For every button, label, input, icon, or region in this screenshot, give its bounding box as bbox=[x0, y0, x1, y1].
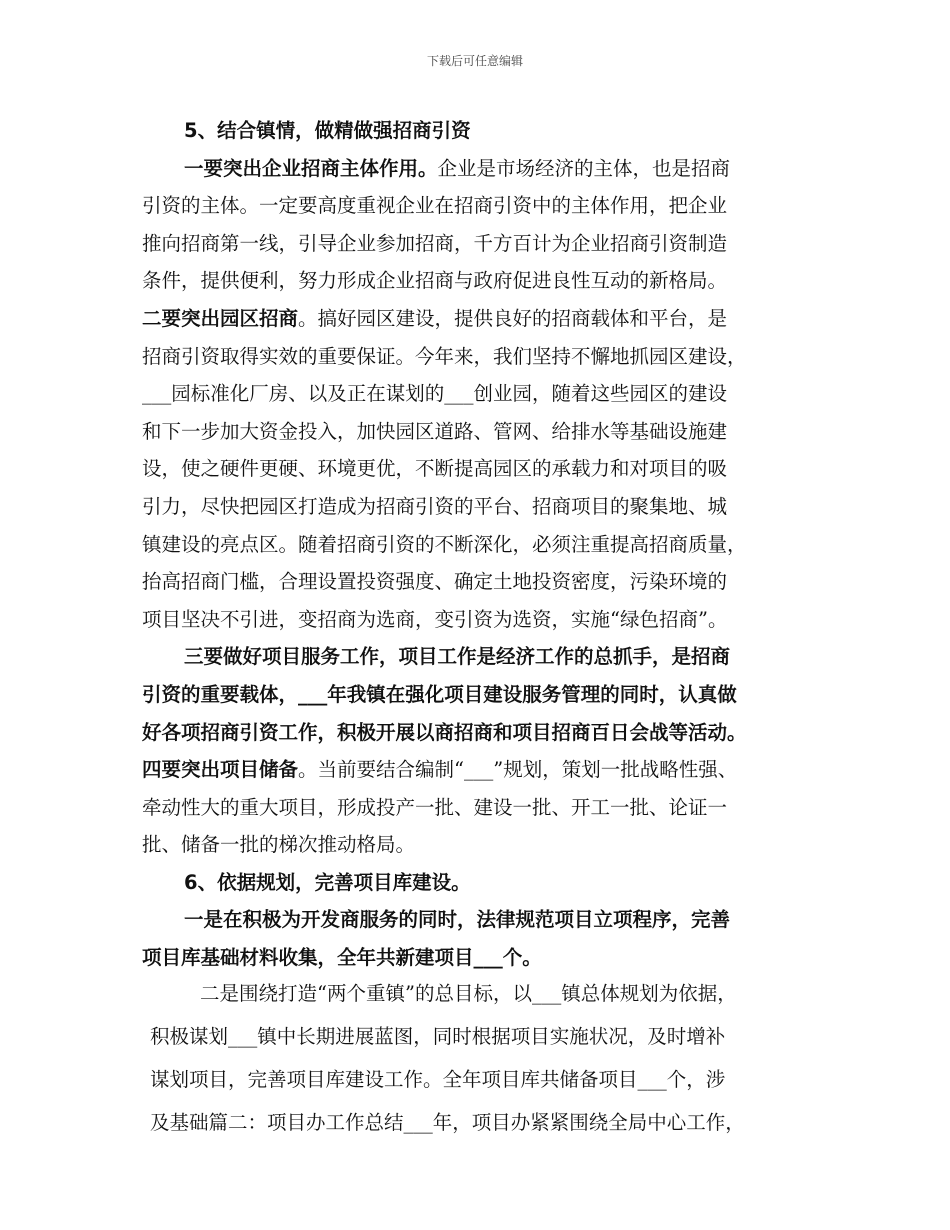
text-line bbox=[142, 638, 832, 676]
text-line bbox=[142, 826, 832, 864]
bold-text: 一是在积极为开发商服务的同时，法律规范项目立项程序，完善 bbox=[184, 908, 731, 932]
body-text: 企业是市场经济的主体，也是招商 bbox=[437, 156, 731, 180]
text-line bbox=[142, 601, 832, 639]
text-line bbox=[142, 714, 832, 752]
text-line bbox=[142, 526, 832, 564]
body-text: 和下一步加大资金投入，加快园区道路、管网、给排水等基础设施建 bbox=[142, 419, 728, 443]
body-text: 批、储备一批的梯次推动格局。 bbox=[142, 833, 416, 857]
text-line bbox=[142, 901, 832, 939]
bold-text: 6、依据规划，完善项目库建设。 bbox=[184, 870, 471, 894]
text-line bbox=[142, 413, 832, 451]
body-text: 。搞好园区建设，提供良好的招商载体和平台，是 bbox=[298, 306, 728, 330]
body-text: 引力，尽快把园区打造成为招商引资的平台、招商项目的聚集地、城 bbox=[142, 494, 728, 518]
text-line: 积极谋划___镇中长期进展蓝图，同时根据项目实施状况，及时增补 bbox=[150, 1025, 726, 1048]
body-text: 镇建设的亮点区。随着招商引资的不断深化，必须注重提高招商质量， bbox=[142, 532, 747, 556]
text-line bbox=[142, 563, 832, 601]
text-line bbox=[142, 300, 832, 338]
text-line: 谋划项目，完善项目库建设工作。全年项目库共储备项目___个，涉 bbox=[150, 1068, 726, 1091]
bold-text: 三要做好项目服务工作，项目工作是经济工作的总抓手，是招商 bbox=[184, 645, 731, 669]
bold-text: 一要突出企业招商主体作用。 bbox=[184, 156, 438, 180]
body-text: 抬高招商门槛，合理设置投资强度、确定土地投资密度，污染环境的 bbox=[142, 570, 728, 594]
body-text: 设，使之硬件更硬、环境更优，不断提高园区的承载力和对项目的吸 bbox=[142, 457, 728, 481]
text-line bbox=[142, 789, 832, 827]
bold-text: 好各项招商引资工作，积极开展以商招商和项目招商百日会战等活动。 bbox=[142, 720, 747, 744]
text-line bbox=[142, 112, 832, 150]
text-line bbox=[142, 488, 832, 526]
document-body bbox=[142, 112, 832, 977]
body-text: 牵动性大的重大项目，形成投产一批、建设一批、开工一批、论证一 bbox=[142, 795, 728, 819]
text-line bbox=[142, 450, 832, 488]
bold-text: 项目库基础材料收集，全年共新建项目___个。 bbox=[142, 946, 542, 970]
body-text: 引资的主体。一定要高度重视企业在招商引资中的主体作用，把企业 bbox=[142, 194, 728, 218]
text-line bbox=[142, 150, 832, 188]
bold-text: 5、结合镇情，做精做强招商引资 bbox=[184, 119, 471, 142]
body-text: ___园标准化厂房、以及正在谋划的___创业园，随着这些园区的建设 bbox=[142, 382, 728, 406]
body-text: 推向招商第一线，引导企业参加招商，千方百计为企业招商引资制造 bbox=[142, 231, 728, 255]
body-text: 项目坚决不引进，变招商为选商，变引资为选资，实施“绿色招商”。 bbox=[142, 607, 728, 631]
text-line bbox=[142, 262, 832, 300]
text-line bbox=[142, 751, 832, 789]
text-line: 及基础篇二：项目办工作总结___年，项目办紧紧围绕全局中心工作， bbox=[150, 1111, 745, 1134]
text-line bbox=[142, 375, 832, 413]
text-line bbox=[142, 338, 832, 376]
body-text: 条件，提供便利，努力形成企业招商与政府促进良性互动的新格局。 bbox=[142, 269, 728, 293]
bold-text: 二要突出园区招商 bbox=[142, 306, 299, 330]
bold-text: 引资的重要载体，___年我镇在强化项目建设服务管理的同时，认真做 bbox=[142, 682, 737, 706]
text-line bbox=[142, 864, 832, 902]
body-text: 招商引资取得实效的重要保证。今年来，我们坚持不懈地抓园区建设， bbox=[142, 344, 747, 368]
text-line bbox=[142, 187, 832, 225]
text-line bbox=[142, 676, 832, 714]
body-text: 。当前要结合编制“___”规划，策划一批战略性强、 bbox=[298, 758, 738, 782]
text-line bbox=[142, 225, 832, 263]
text-line: 二是围绕打造“两个重镇”的总目标，以___镇总体规划为依据， bbox=[200, 982, 737, 1005]
bold-text: 四要突出项目储备 bbox=[142, 758, 299, 782]
document-body-continued bbox=[150, 972, 830, 1144]
page-header: 下载后可任意编辑 bbox=[426, 54, 523, 68]
